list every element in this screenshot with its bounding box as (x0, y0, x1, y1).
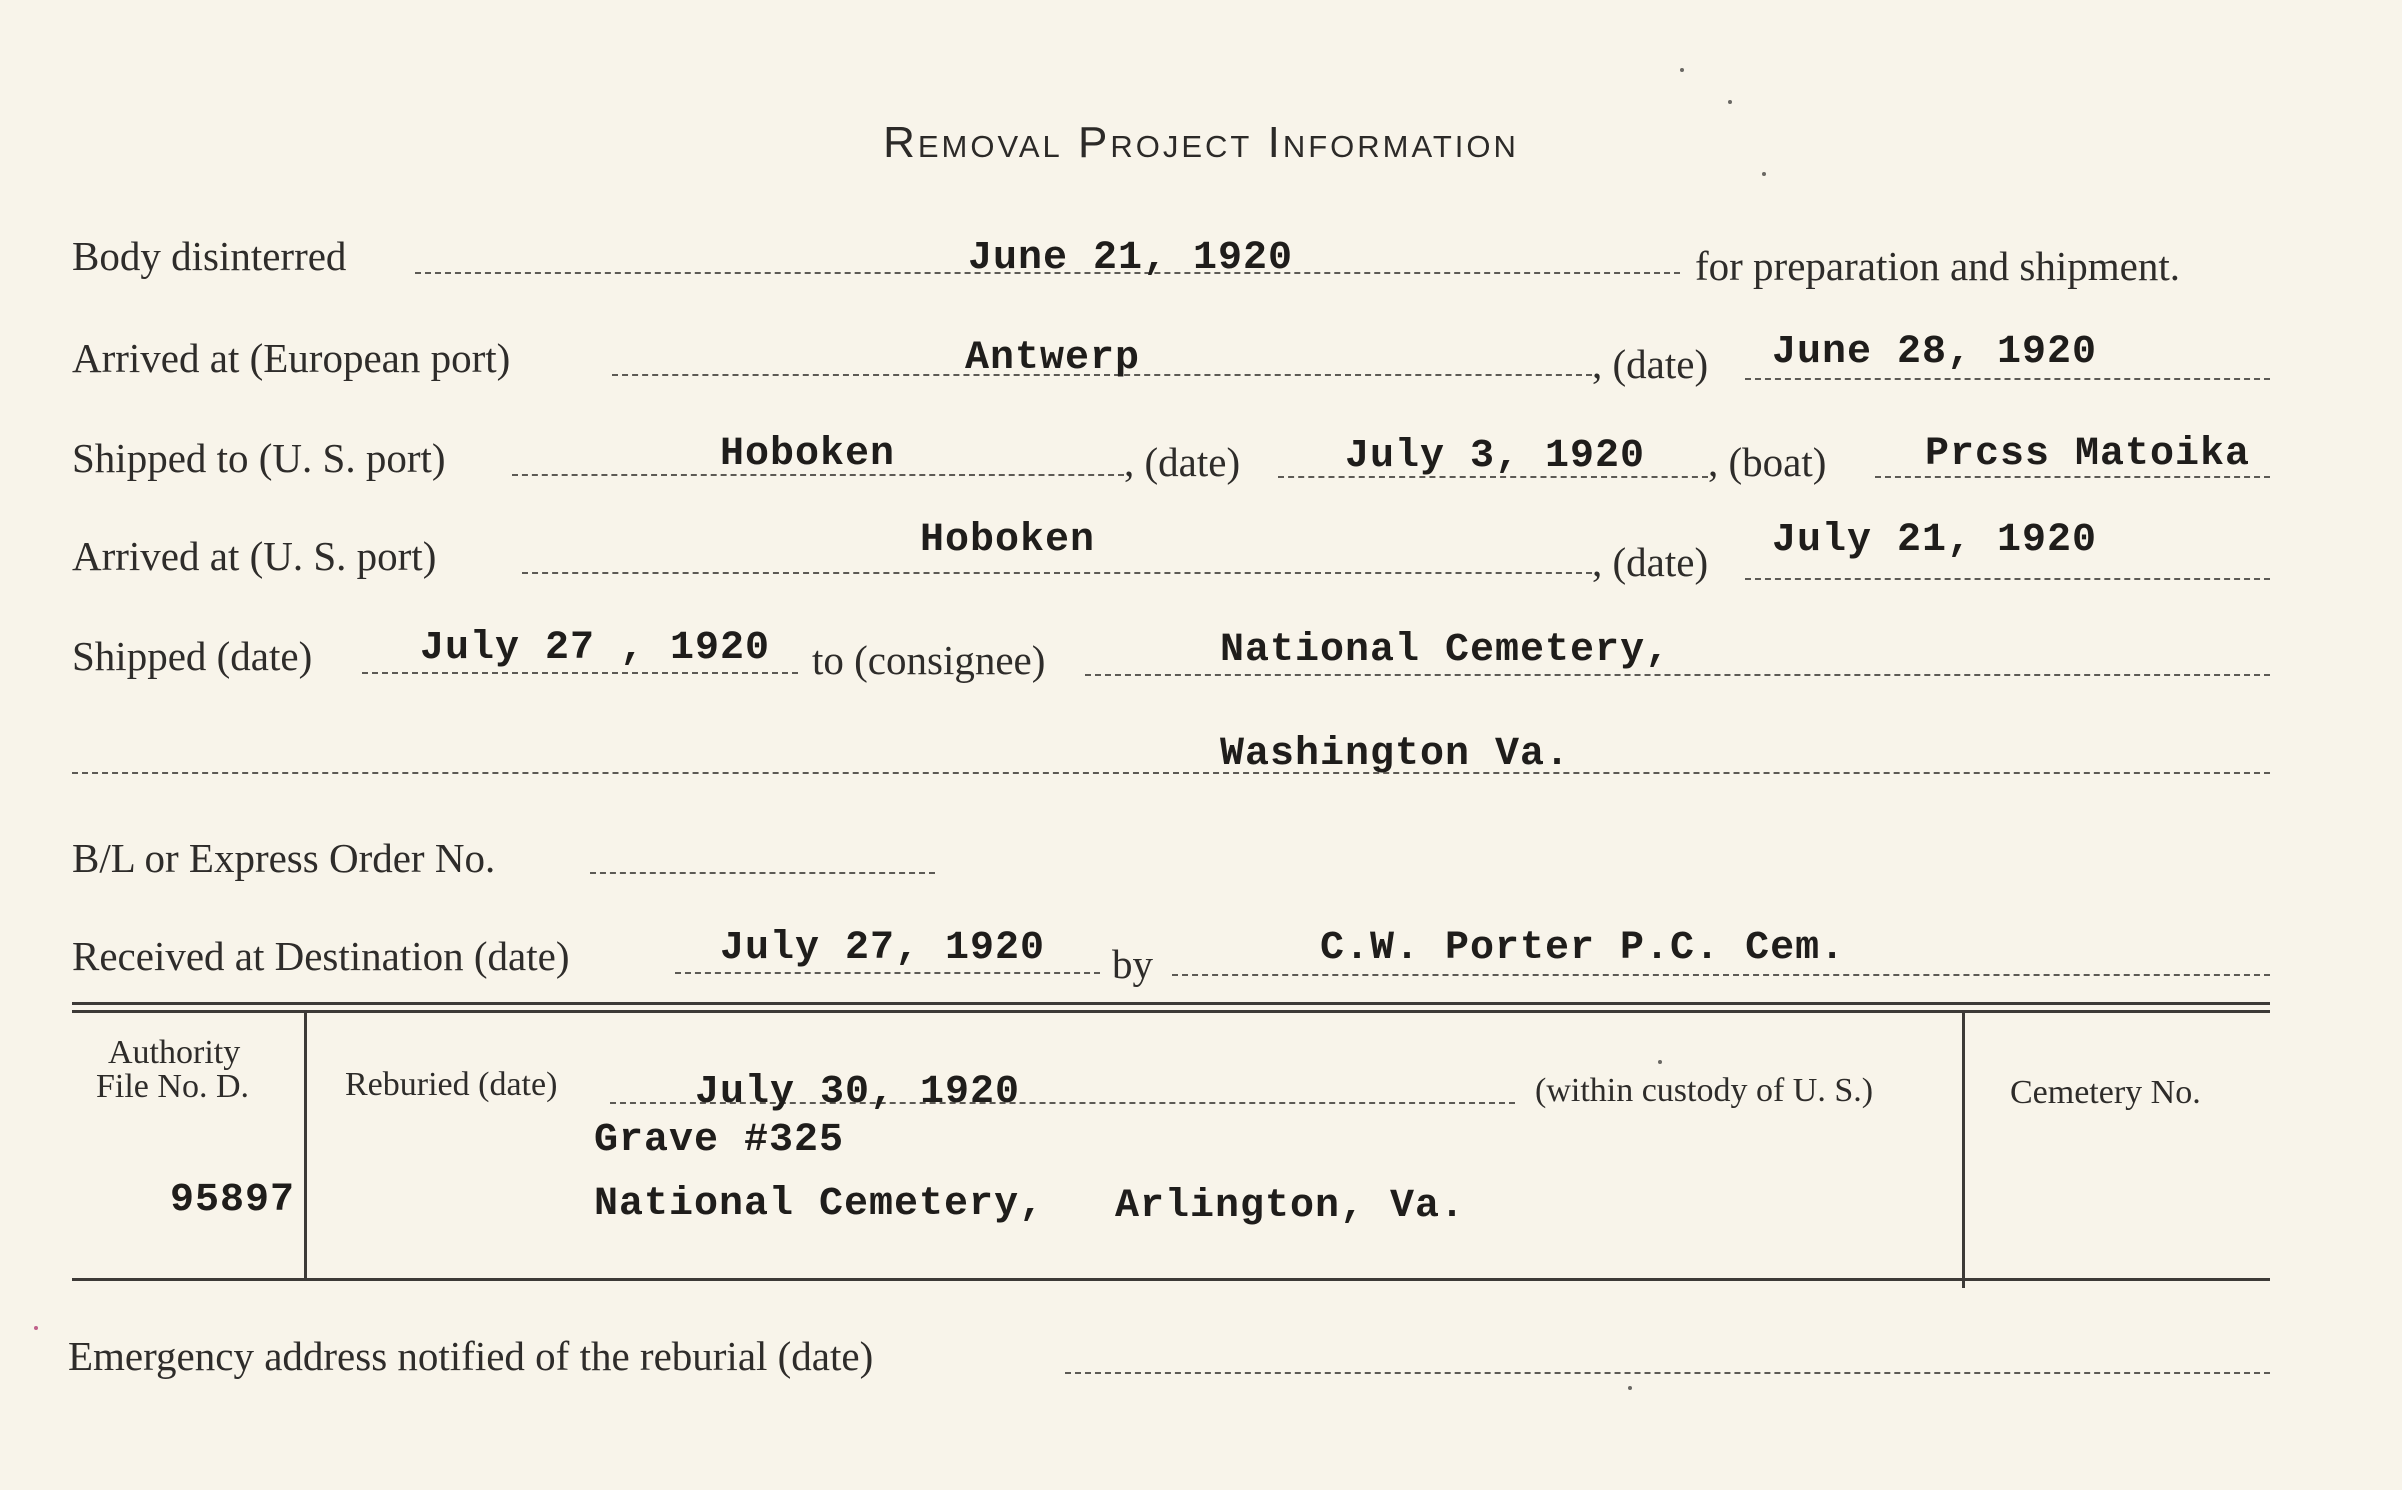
bl-line (590, 872, 935, 874)
reburial-location: Arlington, Va. (1115, 1184, 1466, 1229)
arrived-european-date-value: June 28, 1920 (1772, 330, 2098, 375)
box-bottom-rule (72, 1278, 2270, 1281)
ink-speck (1728, 100, 1732, 104)
shipped-us-boat-value: Prcss Matoika (1925, 432, 2251, 477)
shipped-us-label: Shipped to (U. S. port) (72, 435, 446, 481)
disinterred-label: Body disinterred (72, 233, 347, 279)
shipped-us-boat-label: , (boat) (1708, 439, 1827, 485)
arrived-us-line (522, 572, 1592, 574)
authority-label: Authority (108, 1034, 241, 1071)
arrived-us-label: Arrived at (U. S. port) (72, 533, 437, 579)
shipped-us-value: Hoboken (720, 432, 896, 477)
received-by-line (1172, 974, 2270, 976)
ink-speck (1762, 172, 1766, 176)
bl-label: B/L or Express Order No. (72, 835, 496, 881)
grave-number: Grave #325 (594, 1118, 845, 1163)
box-top-rule (72, 1002, 2270, 1005)
consignee-label: to (consignee) (812, 637, 1046, 683)
arrived-european-label: Arrived at (European port) (72, 335, 511, 381)
shipped-date-line (362, 672, 798, 674)
arrived-european-value: Antwerp (965, 336, 1141, 381)
file-no-value: 95897 (170, 1178, 296, 1223)
reburial-cemetery: National Cemetery, (594, 1182, 1045, 1227)
shipped-us-date-value: July 3, 1920 (1345, 434, 1646, 479)
reburied-value: July 30, 1920 (695, 1070, 1021, 1115)
shipped-us-date-label: , (date) (1124, 439, 1241, 485)
cemetery-no-label: Cemetery No. (2010, 1074, 2201, 1111)
arrived-european-date-label: , (date) (1592, 341, 1709, 387)
card-title: Removal Project Information (883, 118, 1519, 167)
received-by-label: by (1112, 941, 1153, 987)
received-value: July 27, 1920 (720, 926, 1046, 971)
arrived-us-date-value: July 21, 1920 (1772, 518, 2098, 563)
ink-speck (34, 1326, 38, 1330)
ink-speck (1680, 68, 1684, 72)
arrived-us-date-label: , (date) (1592, 539, 1709, 585)
disinterred-value: June 21, 1920 (968, 236, 1294, 281)
consignee-value-2: Washington Va. (1220, 732, 1571, 777)
ink-speck (1628, 1386, 1632, 1390)
consignee-line (1085, 674, 2270, 676)
disinterred-suffix: for preparation and shipment. (1695, 243, 2181, 289)
received-label: Received at Destination (date) (72, 933, 570, 979)
box-divider-right (1962, 1010, 1965, 1288)
ink-speck (1658, 1060, 1662, 1064)
box-divider-left (304, 1010, 307, 1280)
received-by-value: C.W. Porter P.C. Cem. (1320, 926, 1846, 971)
emergency-label: Emergency address notified of the reburial (date) (68, 1333, 874, 1379)
box-top-rule-2 (72, 1010, 2270, 1013)
received-line (675, 972, 1100, 974)
file-no-label: File No. D. (96, 1068, 249, 1105)
consignee-line-2 (72, 772, 2270, 774)
arrived-us-date-line (1745, 578, 2270, 580)
custody-label: (within custody of U. S.) (1535, 1072, 1874, 1109)
consignee-value: National Cemetery, (1220, 628, 1671, 673)
emergency-line (1065, 1372, 2270, 1374)
shipped-date-value: July 27 , 1920 (420, 626, 771, 671)
shipped-date-label: Shipped (date) (72, 633, 313, 679)
arrived-european-date-line (1745, 378, 2270, 380)
reburied-label: Reburied (date) (345, 1066, 558, 1103)
arrived-us-value: Hoboken (920, 518, 1096, 563)
